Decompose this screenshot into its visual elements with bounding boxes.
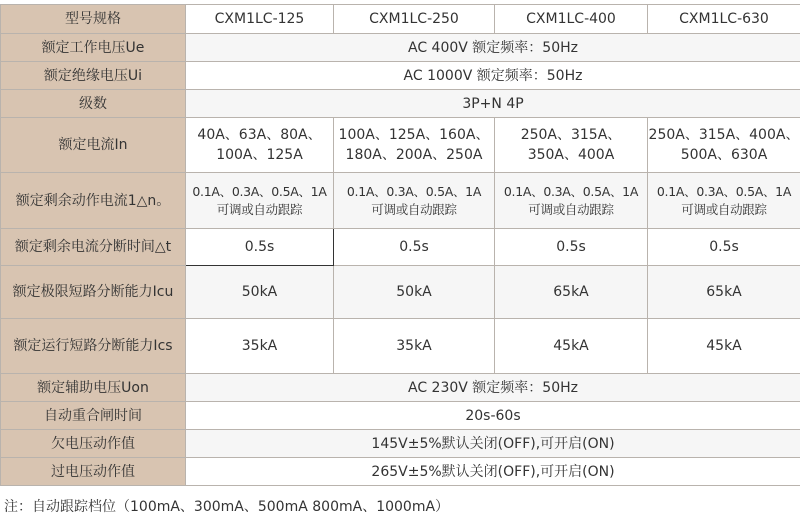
residual-note: 可调或自动跟踪 <box>216 201 303 217</box>
residual-cell <box>186 173 334 229</box>
row-label: 额定辅助电压Uon <box>1 374 186 402</box>
table-row <box>1 229 800 266</box>
value-cell: 0.5s <box>648 229 800 266</box>
table-row <box>1 458 800 486</box>
row-label: 欠电压动作值 <box>1 430 186 458</box>
value-cell: 0.5s <box>186 229 334 266</box>
residual-note: 可调或自动跟踪 <box>371 201 457 217</box>
current-line: 100A、125A、160A、 <box>338 127 490 143</box>
table-row <box>1 266 800 319</box>
table-row <box>1 374 800 402</box>
current-line: 500A、630A <box>680 147 768 163</box>
residual-line: 0.1A、0.3A、0.5A、1A <box>503 183 639 199</box>
model-250: CXM1LC-250 <box>334 5 495 34</box>
row-label: 过电压动作值 <box>1 458 186 486</box>
row-value: 20s-60s <box>186 402 800 430</box>
residual-line: 0.1A、0.3A、0.5A、1A <box>656 183 792 199</box>
value-cell: 65kA <box>495 266 648 319</box>
row-value: AC 1000V 额定频率：50Hz <box>186 62 800 90</box>
residual-note: 可调或自动跟踪 <box>681 201 767 217</box>
model-630: CXM1LC-630 <box>648 5 800 34</box>
current-line: 350A、400A <box>527 147 615 163</box>
table-row <box>1 90 800 118</box>
table-row <box>1 402 800 430</box>
model-400: CXM1LC-400 <box>495 5 648 34</box>
row-label: 级数 <box>1 90 186 118</box>
current-cell <box>334 118 495 173</box>
row-label: 额定绝缘电压Ui <box>1 62 186 90</box>
value-cell: 0.5s <box>495 229 648 266</box>
model-125: CXM1LC-125 <box>186 5 334 34</box>
residual-line: 0.1A、0.3A、0.5A、1A <box>346 183 482 199</box>
table-row-header <box>1 5 800 34</box>
current-line: 180A、200A、250A <box>345 147 483 163</box>
table-row <box>1 430 800 458</box>
residual-line: 0.1A、0.3A、0.5A、1A <box>192 183 327 199</box>
residual-cell <box>334 173 495 229</box>
row-label: 额定工作电压Ue <box>1 34 186 62</box>
residual-cell <box>648 173 800 229</box>
value-cell: 35kA <box>334 319 495 374</box>
table-row <box>1 319 800 374</box>
current-cell <box>495 118 648 173</box>
row-label: 自动重合闸时间 <box>1 402 186 430</box>
value-cell: 45kA <box>648 319 800 374</box>
table-row <box>1 34 800 62</box>
footnote: 注：自动跟踪档位（100mA、300mA、500mA 800mA、1000mA） <box>4 499 450 515</box>
row-label: 额定剩余电流分断时间△t <box>1 229 186 266</box>
value-cell: 50kA <box>334 266 495 319</box>
residual-cell <box>495 173 648 229</box>
row-label: 额定运行短路分断能力Ics <box>1 319 186 374</box>
value-cell: 50kA <box>186 266 334 319</box>
row-value: AC 400V 额定频率：50Hz <box>186 34 800 62</box>
row-value: 265V±5%默认关闭(OFF),可开启(ON) <box>186 458 800 486</box>
value-cell: 0.5s <box>334 229 495 266</box>
table-row <box>1 173 800 229</box>
row-value: AC 230V 额定频率：50Hz <box>186 374 800 402</box>
row-label: 额定极限短路分断能力Icu <box>1 266 186 319</box>
table-row <box>1 62 800 90</box>
current-cell <box>186 118 334 173</box>
current-line: 250A、315A、400A、 <box>648 127 800 143</box>
spec-table <box>0 4 800 486</box>
value-cell: 35kA <box>186 319 334 374</box>
value-cell: 65kA <box>648 266 800 319</box>
residual-note: 可调或自动跟踪 <box>528 201 614 217</box>
value-cell: 45kA <box>495 319 648 374</box>
header-label: 型号规格 <box>1 5 186 34</box>
current-line: 100A、125A <box>216 147 303 163</box>
row-value: 145V±5%默认关闭(OFF),可开启(ON) <box>186 430 800 458</box>
table-row <box>1 118 800 173</box>
row-label: 额定剩余动作电流1△n。 <box>1 173 186 229</box>
row-value: 3P+N 4P <box>186 90 800 118</box>
current-line: 40A、63A、80A、 <box>197 127 322 143</box>
current-line: 250A、315A、 <box>520 127 622 143</box>
row-label: 额定电流In <box>1 118 186 173</box>
current-cell <box>648 118 800 173</box>
